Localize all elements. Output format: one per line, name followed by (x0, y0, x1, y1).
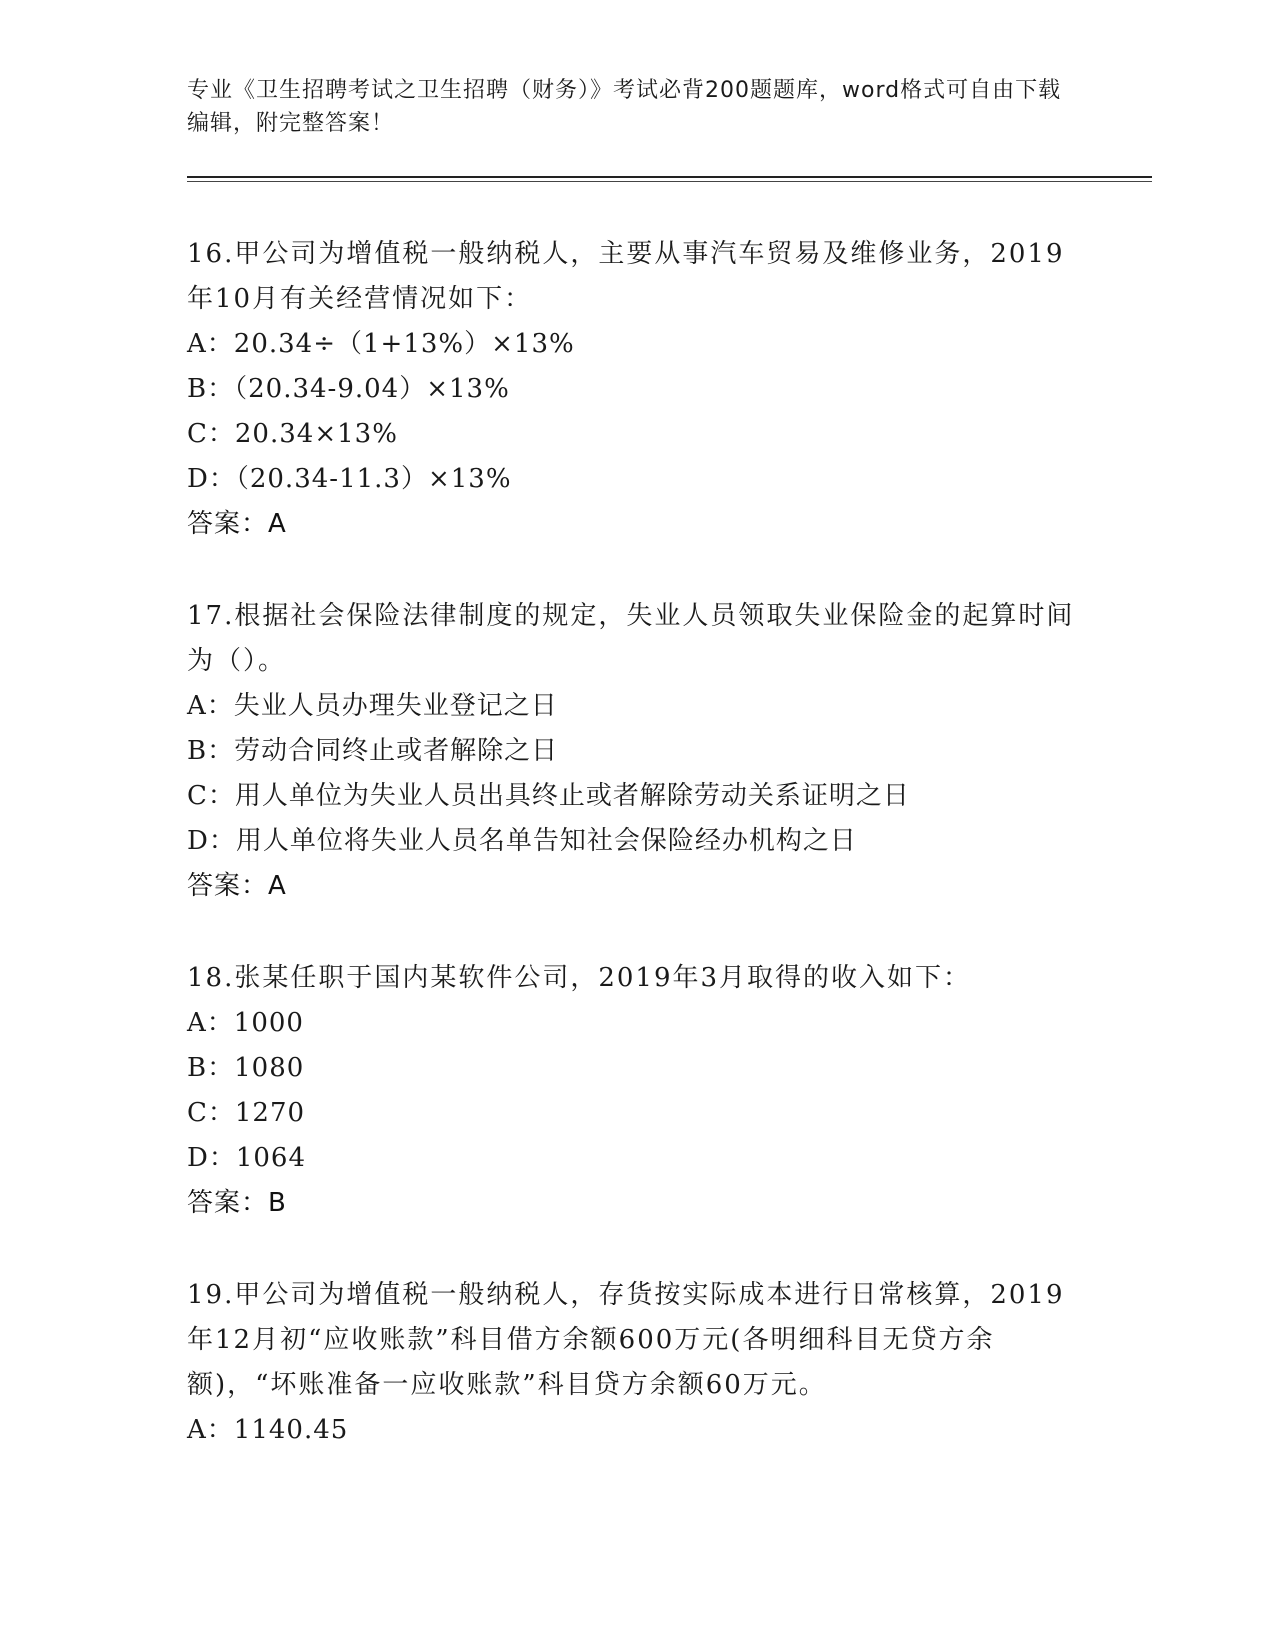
question-list (187, 232, 1087, 1453)
option-b: B：劳动合同终止或者解除之日 (187, 736, 559, 766)
question-text: 16.甲公司为增值税一般纳税人，主要从事汽车贸易及维修业务，2019年10月有关经营情况如下： (187, 239, 1065, 314)
option-a: A：1000 (187, 1008, 304, 1038)
question-spacer (187, 1226, 1087, 1273)
answer-text: 答案：B (187, 1188, 287, 1218)
question-spacer (187, 547, 1087, 594)
question-16 (187, 232, 1087, 547)
option-c: C：20.34×13% (187, 419, 398, 449)
question-18 (187, 956, 1087, 1226)
header-divider-thin (187, 181, 1152, 182)
option-d: D：用人单位将失业人员名单告知社会保险经办机构之日 (187, 826, 857, 856)
document-header: 专业《卫生招聘考试之卫生招聘（财务）》考试必背200题题库，word格式可自由下载编辑，附完整答案！ (187, 78, 1062, 136)
option-a: A：1140.45 (187, 1415, 349, 1445)
header-divider-thick (187, 176, 1152, 178)
option-a: A：20.34÷（1+13%）×13% (187, 329, 575, 359)
question-text: 18.张某任职于国内某软件公司，2019年3月取得的收入如下： (187, 963, 972, 993)
question-19 (187, 1273, 1087, 1453)
option-d: D：（20.34-11.3）×13% (187, 464, 512, 494)
answer-text: 答案：A (187, 871, 287, 901)
option-b: B：1080 (187, 1053, 305, 1083)
question-17 (187, 594, 1087, 909)
question-text: 17.根据社会保险法律制度的规定，失业人员领取失业保险金的起算时间为（）。 (187, 601, 1075, 676)
option-a: A：失业人员办理失业登记之日 (187, 691, 558, 721)
question-spacer (187, 909, 1087, 956)
answer-text: 答案：A (187, 509, 287, 539)
option-d: D：1064 (187, 1143, 307, 1173)
option-c: C：用人单位为失业人员出具终止或者解除劳动关系证明之日 (187, 781, 910, 811)
question-text: 19.甲公司为增值税一般纳税人，存货按实际成本进行日常核算，2019年12月初“应收账款”科目借方余额600万元(各明细科目无贷方余额)，“坏账准备一应收账款”科目贷方余额60万元。 (187, 1280, 1065, 1400)
option-c: C：1270 (187, 1098, 306, 1128)
option-b: B：（20.34-9.04）×13% (187, 374, 510, 404)
